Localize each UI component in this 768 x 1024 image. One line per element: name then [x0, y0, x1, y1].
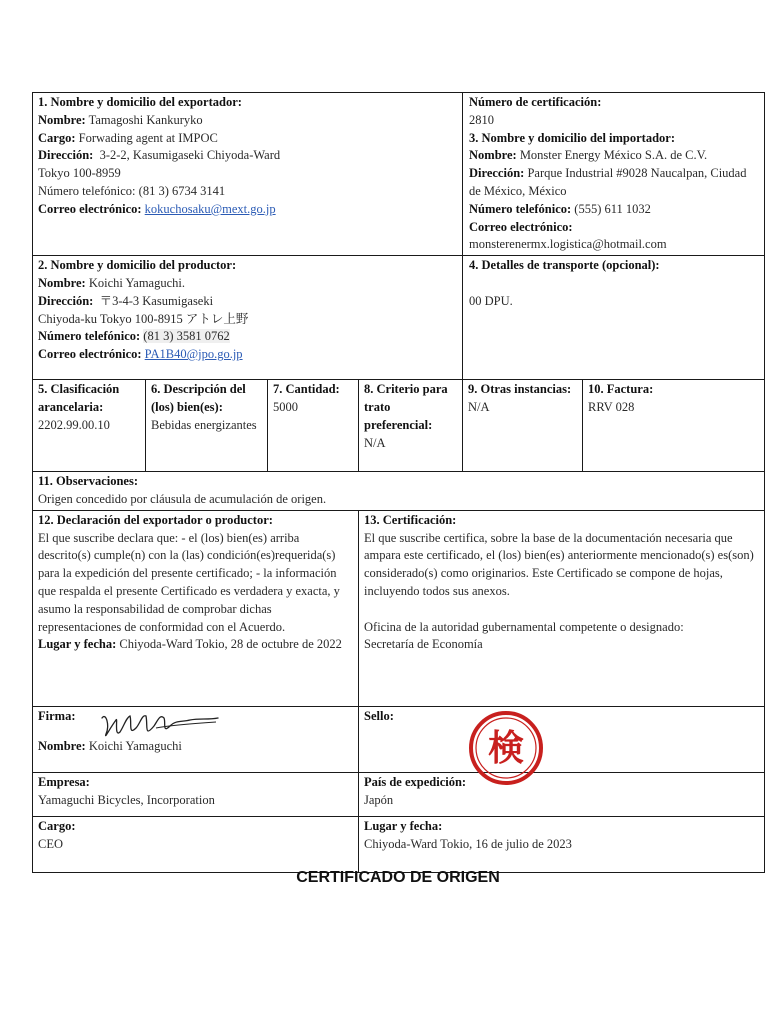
handwritten-signature: [96, 708, 226, 744]
certificate-document: [32, 92, 764, 886]
company-cell: [33, 772, 359, 816]
criterion-value: N/A: [364, 435, 386, 450]
seal-character: 検: [487, 728, 525, 769]
signature-heading: Firma:: [38, 708, 76, 723]
position-cell: [33, 816, 359, 872]
description-cell: [146, 380, 268, 472]
certification-text: El que suscribe certifica, sobre la base de la documentación necesaria que ampara este certificado, el (los) bien(es) anteriormente mencionado(s) es(son) considerado(s) como originarios. Este Certificado se compone de hojas, incluyendo todos sus anexos.: [364, 530, 754, 598]
description-value: Bebidas energizantes: [151, 417, 257, 432]
issue-place-value: Chiyoda-Ward Tokio, 16 de julio de 2023: [364, 836, 572, 851]
declaration-place-date: Chiyoda-Ward Tokio, 28 de octubre de 2022: [119, 637, 342, 652]
producer-cell: [33, 256, 463, 380]
exporter-name: Tamagoshi Kankuryko: [88, 112, 203, 127]
official-seal-stamp: [468, 710, 544, 786]
quantity-heading: 7. Cantidad:: [273, 382, 340, 397]
other-instances-heading: 9. Otras instancias:: [468, 382, 572, 397]
signature-name: Koichi Yamaguchi: [88, 738, 182, 753]
seal-heading: Sello:: [364, 708, 394, 723]
invoice-heading: 10. Factura:: [588, 382, 654, 397]
issuing-country-cell: [359, 772, 765, 816]
issue-place-cell: [359, 816, 765, 872]
certification-number: 2810: [469, 112, 494, 127]
declaration-text: El que suscribe declara que: - el (los) bien(es) arriba descrito(s) cumple(n) con la (las) condición(es)requerida(s) para la expedición del presente certificado; - la información que respalda el presente Certificado es verdadera y exacta, y asumo la responsabilidad de comprobar dichas representaciones de conformidad con el Acuerdo.: [38, 530, 340, 634]
quantity-cell: [268, 380, 359, 472]
exporter-email-link[interactable]: kokuchosaku@mext.go.jp: [144, 201, 276, 216]
declaration-heading: 12. Declaración del exportador o productor:: [38, 512, 273, 527]
issue-place-heading: Lugar y fecha:: [364, 818, 443, 833]
exporter-role-label: Cargo:: [38, 130, 76, 145]
declaration-cell: [33, 510, 359, 706]
producer-address-label: Dirección:: [38, 293, 94, 308]
observations-heading: 11. Observaciones:: [38, 474, 138, 489]
issuing-country-heading: País de expedición:: [364, 774, 467, 789]
exporter-heading: 1. Nombre y domicilio del exportador:: [38, 95, 242, 109]
position-heading: Cargo:: [38, 818, 76, 833]
tariff-value: 2202.99.00.10: [38, 417, 110, 432]
observations-text: Origen concedido por cláusula de acumulación de origen.: [38, 491, 327, 506]
producer-address-1: 〒3-4-3 Kasumigaseki: [99, 293, 214, 308]
exporter-email-label: Correo electrónico:: [38, 201, 142, 216]
seal-cell: [359, 706, 765, 772]
invoice-value: RRV 028: [588, 399, 635, 414]
certification-cell: [359, 510, 765, 706]
signature-name-label: Nombre:: [38, 738, 86, 753]
exporter-cell: [33, 93, 463, 256]
producer-phone: (81 3) 3581 0762: [143, 329, 230, 344]
importer-address: Parque Industrial #9028 Naucalpan, Ciudad de México, México: [469, 166, 747, 198]
invoice-cell: [583, 380, 765, 472]
exporter-name-label: Nombre:: [38, 112, 86, 127]
company-value: Yamaguchi Bicycles, Incorporation: [38, 792, 215, 807]
transport-cell: [463, 256, 765, 380]
exporter-address-label: Dirección:: [38, 148, 94, 163]
company-heading: Empresa:: [38, 774, 90, 789]
declaration-place-label: Lugar y fecha:: [38, 637, 117, 652]
exporter-role: Forwading agent at IMPOC: [78, 130, 218, 145]
observations-cell: [33, 472, 765, 511]
producer-name: Koichi Yamaguchi.: [88, 275, 185, 290]
producer-email-link[interactable]: PA1B40@jpo.go.jp: [144, 347, 243, 362]
importer-phone-label: Número telefónico:: [469, 201, 572, 216]
importer-email-label: Correo electrónico:: [469, 219, 573, 234]
producer-phone-label: Número telefónico:: [38, 329, 141, 344]
producer-email-label: Correo electrónico:: [38, 347, 142, 362]
importer-phone: (555) 611 1032: [574, 201, 651, 216]
transport-value: 00 DPU.: [469, 293, 513, 308]
producer-address-2: Chiyoda-ku Tokyo 100-8915 アトレ上野: [38, 311, 249, 326]
quantity-value: 5000: [273, 399, 298, 414]
issuing-country-value: Japón: [364, 792, 394, 807]
other-instances-value: N/A: [468, 399, 490, 414]
criterion-cell: [359, 380, 463, 472]
tariff-cell: [33, 380, 146, 472]
certification-office-label: Oficina de la autoridad gubernamental competente o designado:: [364, 619, 684, 634]
certificate-table: [32, 92, 765, 873]
importer-name-label: Nombre:: [469, 148, 517, 163]
certification-number-heading: Número de certificación:: [469, 95, 602, 109]
exporter-address-2: Tokyo 100-8959: [38, 166, 121, 181]
importer-address-label: Dirección:: [469, 166, 525, 181]
other-instances-cell: [463, 380, 583, 472]
producer-name-label: Nombre:: [38, 275, 86, 290]
certification-office: Secretaría de Economía: [364, 637, 483, 652]
importer-heading: 3. Nombre y domicilio del importador:: [469, 130, 675, 145]
certification-heading: 13. Certificación:: [364, 512, 457, 527]
producer-heading: 2. Nombre y domicilio del productor:: [38, 258, 237, 273]
exporter-phone: Número telefónico: (81 3) 6734 3141: [38, 183, 226, 198]
importer-cell: [463, 93, 765, 256]
tariff-heading: 5. Clasificación arancelaria:: [38, 382, 120, 414]
exporter-address-1: 3-2-2, Kasumigaseki Chiyoda-Ward: [99, 148, 281, 163]
importer-name: Monster Energy México S.A. de C.V.: [519, 148, 708, 163]
criterion-heading: 8. Criterio para trato preferencial:: [364, 382, 448, 432]
document-title: CERTIFICADO DE ORIGEN: [296, 869, 500, 886]
position-value: CEO: [38, 836, 63, 851]
importer-email: monsterenermx.logistica@hotmail.com: [469, 237, 667, 252]
transport-heading: 4. Detalles de transporte (opcional):: [469, 258, 660, 273]
description-heading: 6. Descripción del (los) bien(es):: [151, 382, 246, 414]
